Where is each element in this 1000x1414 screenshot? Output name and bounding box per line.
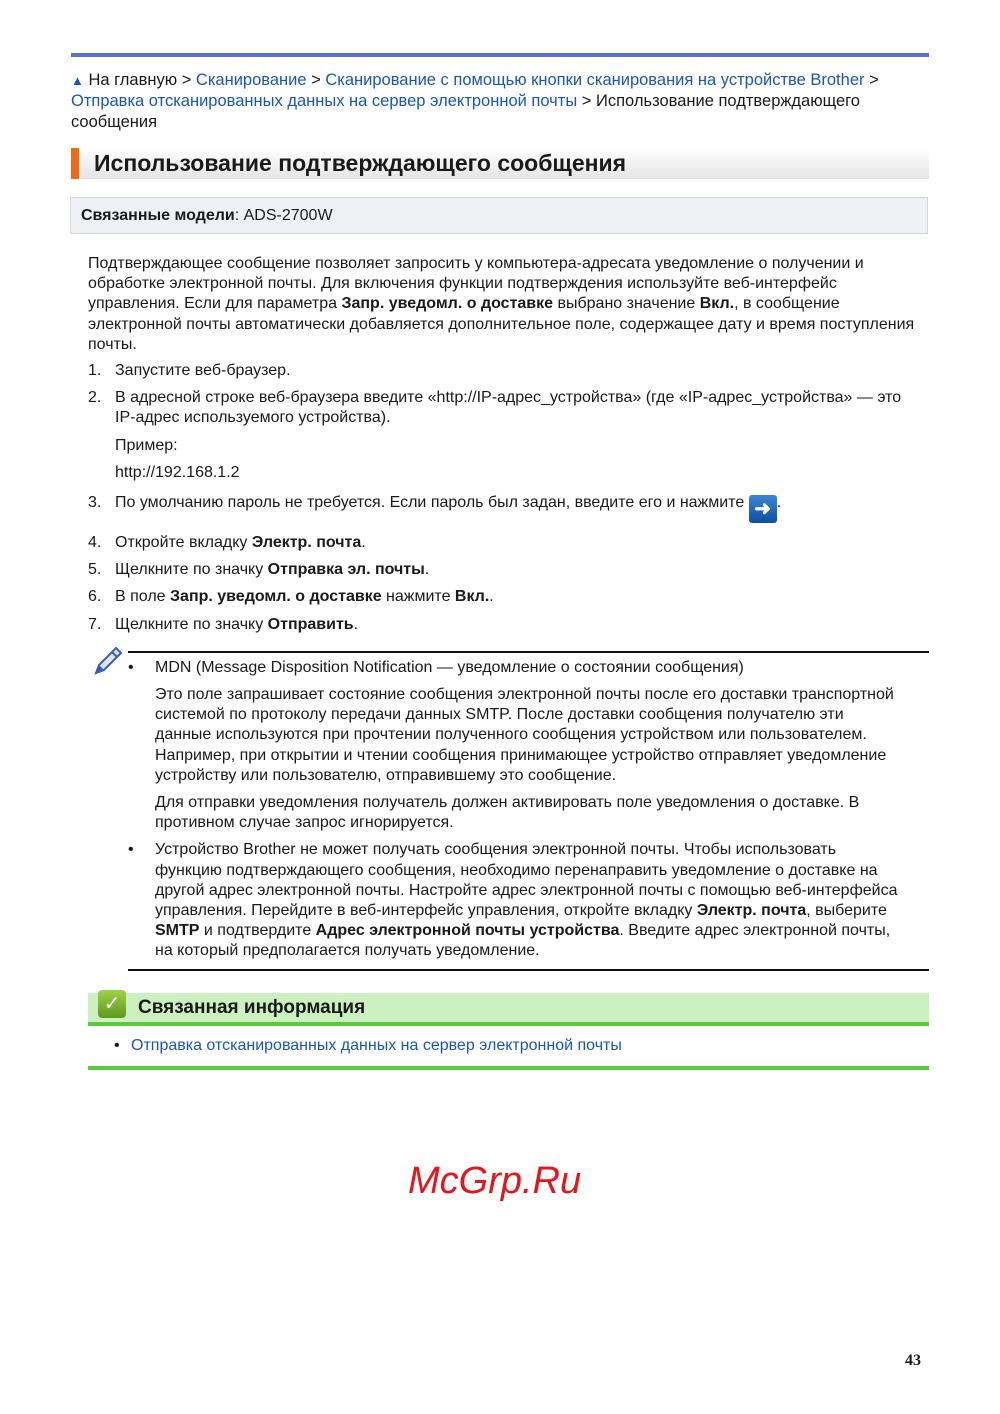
example-url: http://192.168.1.2 [115,463,240,481]
text-segment: и подтвердите [199,922,316,940]
breadcrumb-home[interactable]: На главную [88,71,178,89]
note-top-rule [128,651,929,653]
models-value: : ADS-2700W [234,207,333,224]
step-3-text [115,494,749,511]
step-4-text [115,533,925,553]
related-bottom-rule [88,1066,929,1070]
step-7-text [115,615,925,635]
text-segment: , выберите [806,902,887,920]
separator: > [177,71,196,89]
breadcrumb-link[interactable]: Сканирование с помощью кнопки сканирования на устройстве Brother [325,71,865,89]
intro-paragraph [88,254,918,355]
text-segment: В адресной строке веб-браузера введите «http://IP-адрес_устройства» (где «IP-адрес_устройства» — это IP-адрес используемого устройства). [115,389,902,427]
separator: > [306,71,326,89]
pencil-note-icon [92,645,124,683]
step-2-text [115,388,925,428]
related-models-box [70,197,928,234]
step-1-text [115,361,925,381]
bold-term: SMTP [155,922,200,940]
step-3-tail: . [776,494,782,512]
breadcrumb-link[interactable]: Сканирование [195,71,307,89]
step-1 [88,361,925,381]
bold-term: Электр. почта [251,534,362,552]
bold-term: Вкл. [454,588,490,606]
text-segment: Щелкните по значку [115,561,268,579]
bullet: • [128,658,134,676]
note-box [88,651,929,971]
home-icon: ▲ [71,73,84,88]
note-bottom-rule [128,969,929,971]
text-segment: . [361,534,366,552]
title-bar [71,148,929,179]
text-segment: Устройство Brother не может получать сообщения электронной почты. Чтобы использовать функцию подтверждающего сообщения, необходимо перенаправить уведомление о доставке на другой адрес электронной почты. Настройте адрес электронной почты с помощью веб-интерфейса управления. Перейдите в веб-интерфейс управления, откройте вкладку [155,841,898,920]
content-flow [88,254,929,1070]
bold-term: Запр. уведомл. о доставке [341,295,554,313]
text-segment: Подтверждающее сообщение позволяет запросить у компьютера-адресата уведомление о получении и обработке электронной почты. Для включения функции подтверждения используйте веб-интерфейс управления. Если для параметра [88,255,864,313]
note-mdn-title: MDN (Message Disposition Notification — уведомление о состоянии сообщения) [155,658,744,676]
note-brother [155,840,903,961]
text-segment: По умолчанию пароль не требуется. Если пароль был задан, введите его и нажмите [115,494,749,512]
note-bullet-brother [128,840,903,961]
bold-term: Отправить [267,615,354,633]
page-title: Использование подтверждающего сообщения [94,150,627,176]
related-item [88,1036,929,1056]
bold-term: Запр. уведомл. о доставке [170,588,382,606]
related-info-header [88,993,929,1026]
step-5-text [115,560,925,580]
breadcrumb-current: Использование подтверждающего сообщения [71,92,860,131]
note-mdn-desc: Это поле запрашивает состояние сообщения электронной почты после его доставки транспортной системой по протоколу передачи данных SMTP. После доставки сообщения получателю эти данные используются при прочтении полученного сообщения устройством или пользователем. Например, при открытии и чтении сообщения принимающее устройство отправляет уведомление устройству или пользователю, отправившему это сообщение. [155,686,894,784]
step-number: 3. [88,494,102,512]
note-bullet-mdn [128,658,903,834]
breadcrumb-link[interactable]: Отправка отсканированных данных на сервер электронной почты [71,92,578,110]
separator: > [864,71,879,89]
bold-term: Адрес электронной почты устройства [315,922,620,940]
text-segment: нажмите [381,588,455,606]
bold-term: Электр. почта [696,902,807,920]
breadcrumb [71,70,931,133]
page-number: 43 [905,1352,921,1369]
step-6 [88,587,925,607]
note-mdn-desc-2: Для отправки уведомления получатель должен активировать поле уведомления о доставке. В противном случае запрос игнорируется. [155,794,860,832]
step-number: 4. [88,534,102,552]
step-number: 1. [88,362,102,380]
text-segment: В поле [115,588,171,606]
related-link[interactable]: Отправка отсканированных данных на сервер электронной почты [131,1036,622,1054]
step-number: 7. [88,615,102,633]
text-segment: . Введите адрес электронной почты, на который предполагается получать уведомление. [155,922,891,960]
text-segment: . [424,561,430,579]
step-number: 2. [88,389,102,407]
example-label: Пример: [115,436,178,454]
text-segment: . [489,588,494,606]
accent-bar [71,148,79,179]
bold-term: Отправка эл. почты [267,561,425,579]
separator: > [577,92,597,110]
arrow-right-icon: ➜ [749,495,777,523]
step-3 [88,493,925,523]
text-segment: выбрано значение [553,295,700,313]
step-number: 5. [88,561,102,579]
step-5 [88,560,925,580]
watermark: McGrp.Ru [408,1160,582,1202]
bullet: • [128,841,134,859]
step-7 [88,615,925,635]
text-segment: Откройте вкладку [115,534,252,552]
related-info-title: Связанная информация [138,996,366,1018]
checkmark-icon: ✓ [98,990,126,1018]
top-rule [71,53,929,57]
step-number: 6. [88,588,102,606]
text-segment: . [353,615,359,633]
step-2 [88,388,925,483]
models-label: Связанные модели [81,207,235,224]
bullet: • [114,1036,120,1054]
step-4 [88,533,925,553]
text-segment: , в сообщение электронной почты автоматически добавляется дополнительное поле, содержащее дату и время поступления почты. [88,295,915,353]
text-segment: Щелкните по значку [115,615,268,633]
bold-term: Вкл. [699,295,735,313]
step-6-text [115,587,925,607]
text-segment: Запустите веб-браузер. [115,362,291,380]
